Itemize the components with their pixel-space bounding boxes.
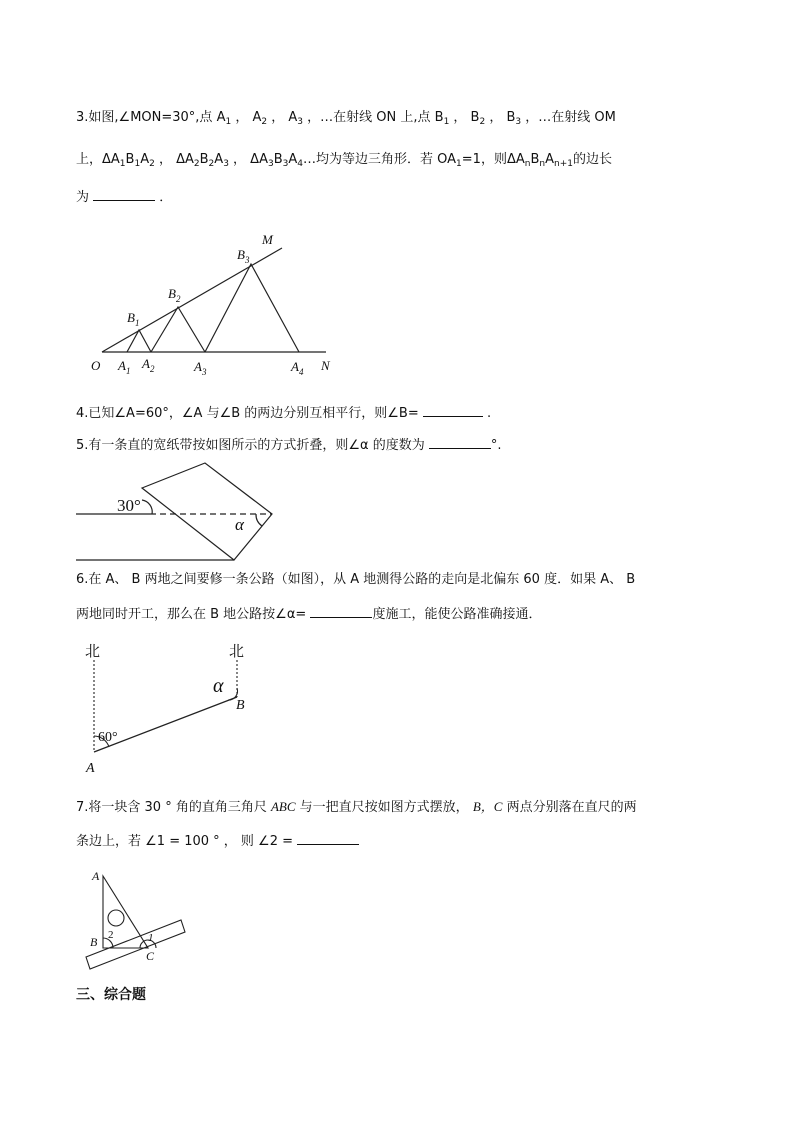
arc-60 — [94, 736, 109, 747]
road — [94, 697, 237, 752]
section-heading — [76, 987, 146, 1003]
label-a2: $A_2$ — [142, 356, 155, 374]
text: 6.在 A、 B 两地之间要修一条公路（如图），从 A 地测得公路的走向是北偏东 60 度．如果 A、 B — [76, 572, 636, 587]
triangle-2 — [151, 307, 205, 352]
text: ， B — [485, 110, 516, 125]
sub: 3 — [515, 117, 522, 127]
sub: 2 — [193, 159, 200, 169]
label-60: 60° — [98, 730, 118, 745]
label-alpha: α — [235, 515, 244, 534]
label-a3: $A_3$ — [194, 359, 207, 377]
text: 3.如图,∠MON=30°,点 A — [76, 110, 226, 125]
label-n: N — [321, 358, 330, 373]
text: ， A — [267, 110, 298, 125]
label-b2: $B_2$ — [168, 286, 181, 304]
angle-arc-alpha — [256, 514, 262, 526]
text: . — [482, 406, 492, 421]
sub: 2 — [208, 159, 215, 169]
text: ， ΔA — [228, 152, 268, 167]
answer-blank[interactable] — [93, 188, 155, 201]
text: B — [199, 152, 209, 167]
sub: 3 — [297, 117, 304, 127]
answer-blank[interactable] — [423, 404, 483, 417]
label-30: 30° — [117, 496, 141, 515]
arc-alpha — [228, 688, 238, 700]
triangle — [103, 876, 148, 948]
text: ， A — [231, 110, 262, 125]
label-b: B — [90, 935, 98, 949]
text: 5.有一条直的宽纸带按如图所示的方式折叠，则∠α 的度数为 — [76, 438, 429, 453]
label-2: 2 — [108, 929, 114, 941]
q7-line-1 — [76, 799, 637, 816]
text: °. — [490, 438, 502, 453]
label-c: C — [146, 949, 155, 963]
answer-blank[interactable] — [310, 605, 372, 618]
answer-blank[interactable] — [429, 436, 491, 449]
text: …均为等边三角形．若 OA — [303, 152, 457, 167]
sub: 2 — [149, 159, 155, 169]
text: 的边长 — [572, 152, 612, 167]
text: B — [125, 152, 135, 167]
q3-line-3 — [76, 188, 172, 206]
label-a: A — [86, 761, 95, 776]
text: 三、综合题 — [76, 987, 146, 1003]
sub: 4 — [297, 159, 304, 169]
text: A — [288, 152, 298, 167]
text: 度施工，能使公路准确接通． — [372, 607, 542, 622]
text: =1，则ΔA — [461, 152, 525, 167]
north-label-a: 北 — [85, 644, 101, 660]
text: A — [545, 152, 554, 167]
label-a1: $A_1$ — [118, 358, 131, 376]
sub: 2 — [479, 117, 486, 127]
sub: n — [524, 159, 531, 169]
label-alpha: α — [213, 675, 224, 697]
sub: 3 — [267, 159, 274, 169]
sub: 1 — [119, 159, 126, 169]
ray-om — [102, 248, 282, 352]
angle-arc-30 — [142, 500, 152, 514]
text: 为 — [76, 190, 94, 205]
sub: 1 — [456, 159, 462, 169]
sub: 1 — [134, 159, 141, 169]
q4-line — [76, 404, 491, 422]
text: B — [273, 152, 283, 167]
text: 与一把直尺按如图方式摆放， — [295, 800, 473, 815]
north-label-b: 北 — [229, 644, 245, 660]
label-b1: $B_1$ — [127, 310, 140, 328]
q6-line-1 — [76, 572, 635, 588]
sub: 1 — [443, 117, 450, 127]
text: B，C — [472, 799, 503, 814]
label-a4: $A_4$ — [291, 359, 304, 377]
label-a: A — [92, 869, 100, 883]
text: ， B — [449, 110, 480, 125]
text: ABC — [270, 799, 296, 814]
text: 两地同时开工，那么在 B 地公路按∠α= — [76, 607, 311, 622]
q7-line-2 — [76, 832, 359, 850]
sub: n+1 — [554, 159, 573, 169]
label-b3: $B_3$ — [237, 247, 250, 265]
text: ，…在射线 ON 上,点 B — [303, 110, 444, 125]
text: 7.将一块含 30 ° 角的直角三角尺 — [76, 800, 271, 815]
angle-arc-1 — [140, 940, 156, 948]
answer-blank[interactable] — [297, 832, 359, 845]
sub: 3 — [223, 159, 229, 169]
text: 4.已知∠A=60°，∠A 与∠B 的两边分别互相平行，则∠B= — [76, 406, 423, 421]
triangle-3 — [205, 264, 299, 352]
triangle-hole — [108, 910, 124, 926]
q3-line-1 — [76, 110, 616, 126]
label-b: B — [236, 698, 245, 713]
q5-line — [76, 436, 502, 454]
text: B — [530, 152, 540, 167]
folded-part — [142, 463, 272, 560]
text: ． — [155, 190, 173, 205]
label-1: 1 — [148, 932, 154, 944]
text: ，…在射线 OM — [521, 110, 616, 125]
sub: n — [539, 159, 546, 169]
triangle-1 — [127, 330, 151, 352]
sub: 2 — [261, 117, 268, 127]
ruler — [86, 920, 185, 969]
text: ， ΔA — [154, 152, 194, 167]
text: 条边上，若 ∠1 = 100 ° ， 则 ∠2 = — [76, 834, 298, 849]
label-m: M — [262, 232, 273, 247]
angle-arc-2 — [103, 938, 113, 948]
text: 两点分别落在直尺的两 — [502, 800, 637, 815]
q6-line-2 — [76, 605, 541, 623]
text: 上，ΔA — [76, 152, 120, 167]
q3-line-2 — [76, 152, 612, 168]
sub: 1 — [225, 117, 232, 127]
text: A — [140, 152, 150, 167]
sub: 3 — [282, 159, 289, 169]
label-o: O — [91, 358, 101, 373]
text: A — [214, 152, 224, 167]
